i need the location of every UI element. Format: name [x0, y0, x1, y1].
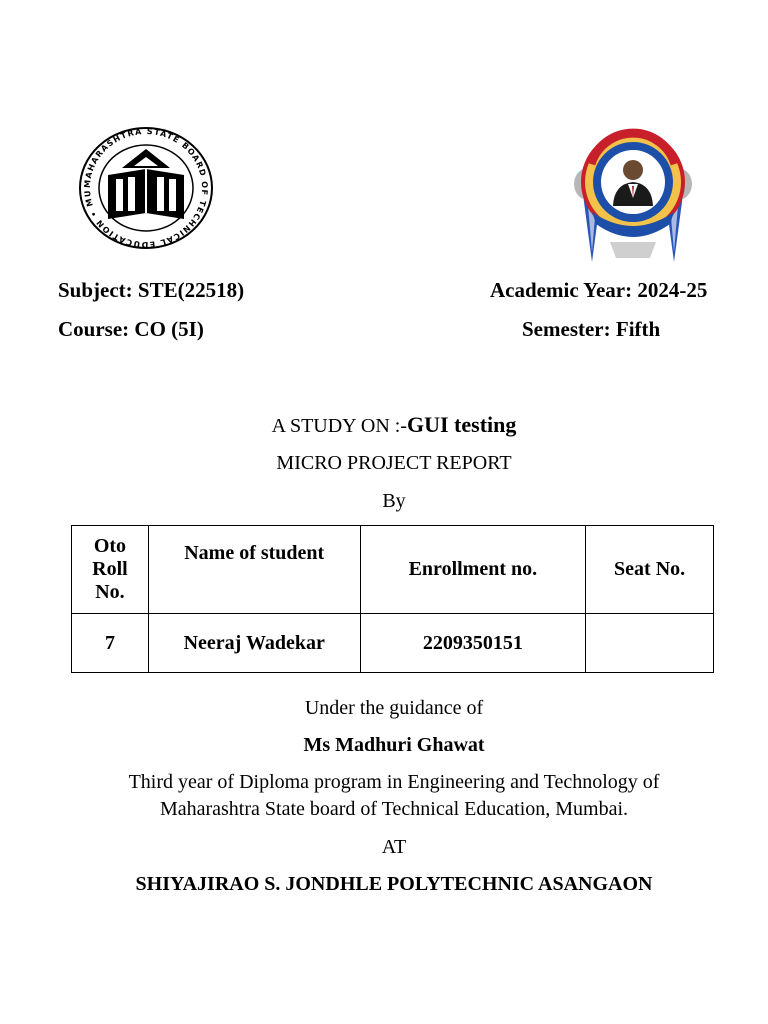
table-header-row	[72, 526, 714, 614]
msbte-seal-logo	[78, 127, 214, 249]
header-roll-line: Oto	[93, 535, 127, 557]
cell-seat	[586, 614, 714, 673]
header-roll-no	[72, 526, 149, 614]
polytechnic-emblem-logo	[570, 112, 696, 264]
header-roll-line: Roll	[92, 558, 128, 580]
guidance-intro: Under the guidance of	[304, 697, 484, 719]
report-title: MICRO PROJECT REPORT	[276, 452, 512, 474]
program-line-1: Third year of Diploma program in Engineering and Technology of	[128, 771, 660, 793]
header-roll-line: No.	[95, 581, 125, 603]
svg-text:MAHARASHTRA STATE BOARD OF TEC: MAHARASHTRA STATE BOARD OF TECHNICAL EDUCATION • MU	[82, 127, 210, 249]
program-description	[100, 769, 688, 823]
study-title	[0, 412, 768, 439]
header-student-name-text: Name of student	[184, 542, 325, 564]
header-seat-no: Seat No.	[586, 526, 714, 614]
header-student-name	[148, 526, 360, 614]
program-line-2: Maharashtra State board of Technical Education, Mumbai.	[159, 798, 629, 820]
study-topic: GUI testing	[406, 412, 517, 437]
header-enrollment: Enrollment no.	[360, 526, 586, 614]
cell-enrollment: 2209350151	[360, 614, 586, 673]
college-name: SHIYAJIRAO S. JONDHLE POLYTECHNIC ASANGAON	[135, 873, 653, 895]
cell-name: Neeraj Wadekar	[148, 614, 360, 673]
study-prefix: A STUDY ON :-	[271, 415, 407, 437]
at-label: AT	[381, 836, 407, 858]
semester-label: Semester: Fifth	[522, 317, 661, 341]
table-row	[72, 614, 714, 673]
academic-year-label: Academic Year: 2024-25	[490, 278, 708, 302]
subject-label: Subject: STE(22518)	[58, 278, 245, 302]
cell-roll: 7	[72, 614, 149, 673]
guide-name: Ms Madhuri Ghawat	[303, 734, 485, 756]
by-label: By	[382, 490, 406, 512]
course-label: Course: CO (5I)	[58, 317, 204, 341]
student-table	[71, 525, 714, 673]
